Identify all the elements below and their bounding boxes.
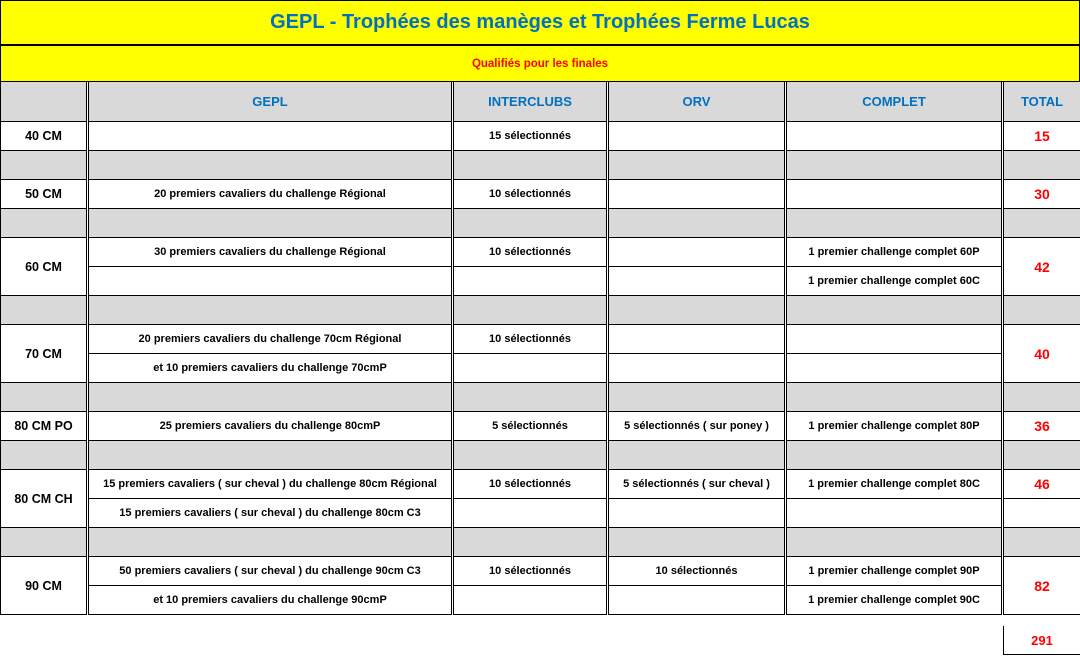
total-cell: 40 (1003, 325, 1080, 383)
header-gepl: GEPL (88, 82, 453, 122)
page-subtitle: Qualifiés pour les finales (0, 44, 1080, 82)
orv-cell (608, 354, 786, 383)
complet-cell (786, 180, 1003, 209)
gepl-cell: et 10 premiers cavaliers du challenge 90cmP (88, 586, 453, 615)
header-total: TOTAL (1003, 82, 1080, 122)
total-cell: 82 (1003, 557, 1080, 615)
interclubs-cell (453, 499, 608, 528)
gepl-cell: 30 premiers cavaliers du challenge Régional (88, 238, 453, 267)
spacer-row (1, 209, 1080, 238)
spacer-row (1, 296, 1080, 325)
table-row (1, 586, 1080, 615)
complet-cell (786, 354, 1003, 383)
gepl-cell (88, 122, 453, 151)
spacer-row (1, 383, 1080, 412)
interclubs-cell: 15 sélectionnés (453, 122, 608, 151)
qualification-table (0, 81, 1080, 615)
total-cell: 36 (1003, 412, 1080, 441)
page-title: GEPL - Trophées des manèges et Trophées Ferme Lucas (0, 0, 1080, 45)
table-row (1, 557, 1080, 586)
gepl-cell (88, 267, 453, 296)
gepl-cell: 50 premiers cavaliers ( sur cheval ) du challenge 90cm C3 (88, 557, 453, 586)
header-corner (1, 82, 88, 122)
level-cell: 90 CM (1, 557, 88, 615)
orv-cell (608, 267, 786, 296)
gepl-cell: 20 premiers cavaliers du challenge Régional (88, 180, 453, 209)
interclubs-cell: 5 sélectionnés (453, 412, 608, 441)
interclubs-cell: 10 sélectionnés (453, 470, 608, 499)
spacer-row (1, 151, 1080, 180)
interclubs-cell: 10 sélectionnés (453, 180, 608, 209)
header-row (1, 82, 1080, 122)
complet-cell: 1 premier challenge complet 60P (786, 238, 1003, 267)
interclubs-cell (453, 586, 608, 615)
level-cell: 50 CM (1, 180, 88, 209)
orv-cell (608, 499, 786, 528)
gepl-cell: et 10 premiers cavaliers du challenge 70cmP (88, 354, 453, 383)
table-row (1, 354, 1080, 383)
complet-cell (786, 325, 1003, 354)
orv-cell (608, 122, 786, 151)
orv-cell (608, 586, 786, 615)
complet-cell: 1 premier challenge complet 80C (786, 470, 1003, 499)
spacer-row (1, 441, 1080, 470)
level-cell: 40 CM (1, 122, 88, 151)
level-cell: 60 CM (1, 238, 88, 296)
header-interclubs: INTERCLUBS (453, 82, 608, 122)
table-row (1, 122, 1080, 151)
orv-cell: 10 sélectionnés (608, 557, 786, 586)
complet-cell: 1 premier challenge complet 80P (786, 412, 1003, 441)
total-cell: 30 (1003, 180, 1080, 209)
total-cell (1003, 499, 1080, 528)
interclubs-cell: 10 sélectionnés (453, 325, 608, 354)
orv-cell: 5 sélectionnés ( sur poney ) (608, 412, 786, 441)
complet-cell (786, 499, 1003, 528)
interclubs-cell: 10 sélectionnés (453, 557, 608, 586)
table-row (1, 499, 1080, 528)
header-orv: ORV (608, 82, 786, 122)
interclubs-cell (453, 354, 608, 383)
table-row (1, 325, 1080, 354)
spacer-row (1, 528, 1080, 557)
total-cell: 15 (1003, 122, 1080, 151)
gepl-cell: 25 premiers cavaliers du challenge 80cmP (88, 412, 453, 441)
interclubs-cell: 10 sélectionnés (453, 238, 608, 267)
orv-cell (608, 238, 786, 267)
level-cell: 80 CM PO (1, 412, 88, 441)
table-row (1, 238, 1080, 267)
gepl-cell: 15 premiers cavaliers ( sur cheval ) du challenge 80cm C3 (88, 499, 453, 528)
level-cell: 80 CM CH (1, 470, 88, 528)
level-cell: 70 CM (1, 325, 88, 383)
table-row (1, 470, 1080, 499)
gepl-cell: 20 premiers cavaliers du challenge 70cm Régional (88, 325, 453, 354)
gepl-cell: 15 premiers cavaliers ( sur cheval ) du challenge 80cm Régional (88, 470, 453, 499)
table-row (1, 180, 1080, 209)
table-row (1, 412, 1080, 441)
total-cell: 46 (1003, 470, 1080, 499)
complet-cell: 1 premier challenge complet 90P (786, 557, 1003, 586)
complet-cell: 1 premier challenge complet 60C (786, 267, 1003, 296)
table-row (1, 267, 1080, 296)
complet-cell: 1 premier challenge complet 90C (786, 586, 1003, 615)
interclubs-cell (453, 267, 608, 296)
orv-cell: 5 sélectionnés ( sur cheval ) (608, 470, 786, 499)
orv-cell (608, 180, 786, 209)
header-complet: COMPLET (786, 82, 1003, 122)
orv-cell (608, 325, 786, 354)
total-cell: 42 (1003, 238, 1080, 296)
complet-cell (786, 122, 1003, 151)
grand-total: 291 (1003, 626, 1080, 655)
